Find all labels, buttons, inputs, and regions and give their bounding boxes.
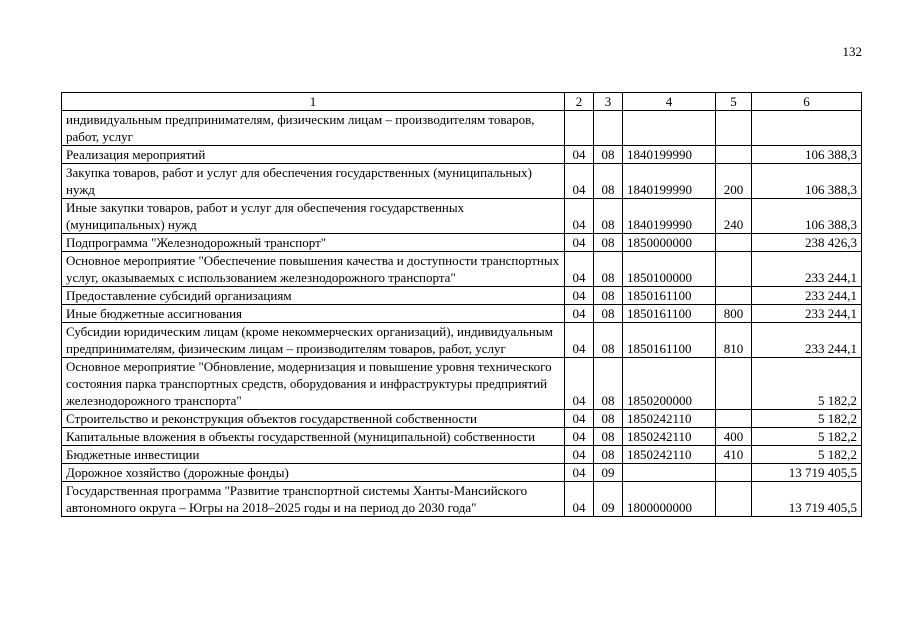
row-section: 04 [565,358,594,410]
table-row [62,428,862,446]
row-target-article: 1840199990 [623,164,716,199]
row-name: Подпрограмма "Железнодорожный транспорт" [62,234,565,252]
row-amount: 13 719 405,5 [752,464,862,482]
row-amount: 5 182,2 [752,428,862,446]
row-subsection [594,111,623,146]
row-subsection: 08 [594,305,623,323]
row-name: Бюджетные инвестиции [62,446,565,464]
row-expense-type [716,464,752,482]
table-row [62,446,862,464]
row-amount [752,111,862,146]
header-cell: 3 [594,93,623,111]
row-section: 04 [565,464,594,482]
row-section: 04 [565,428,594,446]
row-section: 04 [565,410,594,428]
row-section: 04 [565,446,594,464]
row-expense-type: 810 [716,323,752,358]
table-row [62,111,862,146]
row-subsection: 08 [594,199,623,234]
row-expense-type [716,252,752,287]
row-name: Капитальные вложения в объекты государственной (муниципальной) собственности [62,428,565,446]
row-amount: 233 244,1 [752,287,862,305]
row-section: 04 [565,287,594,305]
row-expense-type: 200 [716,164,752,199]
header-cell: 5 [716,93,752,111]
table-row [62,305,862,323]
row-expense-type [716,482,752,517]
row-expense-type: 400 [716,428,752,446]
row-expense-type [716,111,752,146]
row-subsection: 09 [594,464,623,482]
row-amount: 5 182,2 [752,410,862,428]
row-expense-type: 800 [716,305,752,323]
row-name: Строительство и реконструкция объектов государственной собственности [62,410,565,428]
row-target-article: 1850161100 [623,287,716,305]
header-cell: 6 [752,93,862,111]
row-amount: 5 182,2 [752,358,862,410]
row-expense-type [716,146,752,164]
row-name: индивидуальным предпринимателям, физическим лицам – производителям товаров, работ, услуг [62,111,565,146]
table-row [62,464,862,482]
row-name: Основное мероприятие "Обеспечение повышения качества и доступности транспортных услуг, оказываемых с использованием железнодорожного транспорта" [62,252,565,287]
row-target-article: 1850200000 [623,358,716,410]
row-name: Иные закупки товаров, работ и услуг для обеспечения государственных (муниципальных) нужд [62,199,565,234]
row-expense-type [716,287,752,305]
row-name: Иные бюджетные ассигнования [62,305,565,323]
row-section: 04 [565,305,594,323]
table-row [62,482,862,517]
row-subsection: 08 [594,428,623,446]
row-amount: 233 244,1 [752,323,862,358]
row-expense-type [716,358,752,410]
table-row [62,234,862,252]
row-section [565,111,594,146]
table-row [62,323,862,358]
row-amount: 106 388,3 [752,199,862,234]
row-subsection: 09 [594,482,623,517]
row-name: Дорожное хозяйство (дорожные фонды) [62,464,565,482]
row-section: 04 [565,199,594,234]
row-section: 04 [565,252,594,287]
row-expense-type: 240 [716,199,752,234]
row-section: 04 [565,323,594,358]
row-section: 04 [565,234,594,252]
row-amount: 238 426,3 [752,234,862,252]
row-target-article: 1850161100 [623,323,716,358]
header-cell: 4 [623,93,716,111]
row-section: 04 [565,146,594,164]
table-row [62,410,862,428]
header-row [62,93,862,111]
row-name: Основное мероприятие "Обновление, модернизация и повышение уровня технического состояния парка транспортных средств, оборудования и инфраструктуры предприятий железнодорожного транспорта" [62,358,565,410]
row-subsection: 08 [594,410,623,428]
row-amount: 106 388,3 [752,164,862,199]
row-subsection: 08 [594,323,623,358]
row-name: Государственная программа "Развитие транспортной системы Ханты-Мансийского автономного округа – Югры на 2018–2025 годы и на период до 2030 года" [62,482,565,517]
page-number: 132 [842,44,862,59]
row-target-article: 1850161100 [623,305,716,323]
table-row [62,164,862,199]
row-amount: 5 182,2 [752,446,862,464]
row-target-article: 1850000000 [623,234,716,252]
budget-table [61,92,862,517]
row-subsection: 08 [594,164,623,199]
row-subsection: 08 [594,252,623,287]
row-amount: 233 244,1 [752,305,862,323]
row-expense-type [716,410,752,428]
row-amount: 233 244,1 [752,252,862,287]
header-cell: 1 [62,93,565,111]
table-row [62,146,862,164]
row-target-article: 1850242110 [623,410,716,428]
row-target-article: 1850242110 [623,446,716,464]
table-row [62,252,862,287]
row-target-article: 1840199990 [623,199,716,234]
row-subsection: 08 [594,146,623,164]
row-name: Предоставление субсидий организациям [62,287,565,305]
row-target-article [623,464,716,482]
row-amount: 106 388,3 [752,146,862,164]
row-section: 04 [565,482,594,517]
header-cell: 2 [565,93,594,111]
row-amount: 13 719 405,5 [752,482,862,517]
table-row [62,358,862,410]
row-target-article: 1840199990 [623,146,716,164]
table-row [62,199,862,234]
row-target-article: 1800000000 [623,482,716,517]
row-subsection: 08 [594,234,623,252]
row-name: Субсидии юридическим лицам (кроме некоммерческих организаций), индивидуальным предпринимателям, физическим лицам – производителям товаров, работ, услуг [62,323,565,358]
row-target-article: 1850100000 [623,252,716,287]
row-expense-type [716,234,752,252]
row-section: 04 [565,164,594,199]
row-expense-type: 410 [716,446,752,464]
row-name: Закупка товаров, работ и услуг для обеспечения государственных (муниципальных) нужд [62,164,565,199]
table-row [62,287,862,305]
row-target-article [623,111,716,146]
row-subsection: 08 [594,358,623,410]
row-target-article: 1850242110 [623,428,716,446]
row-subsection: 08 [594,287,623,305]
row-subsection: 08 [594,446,623,464]
row-name: Реализация мероприятий [62,146,565,164]
